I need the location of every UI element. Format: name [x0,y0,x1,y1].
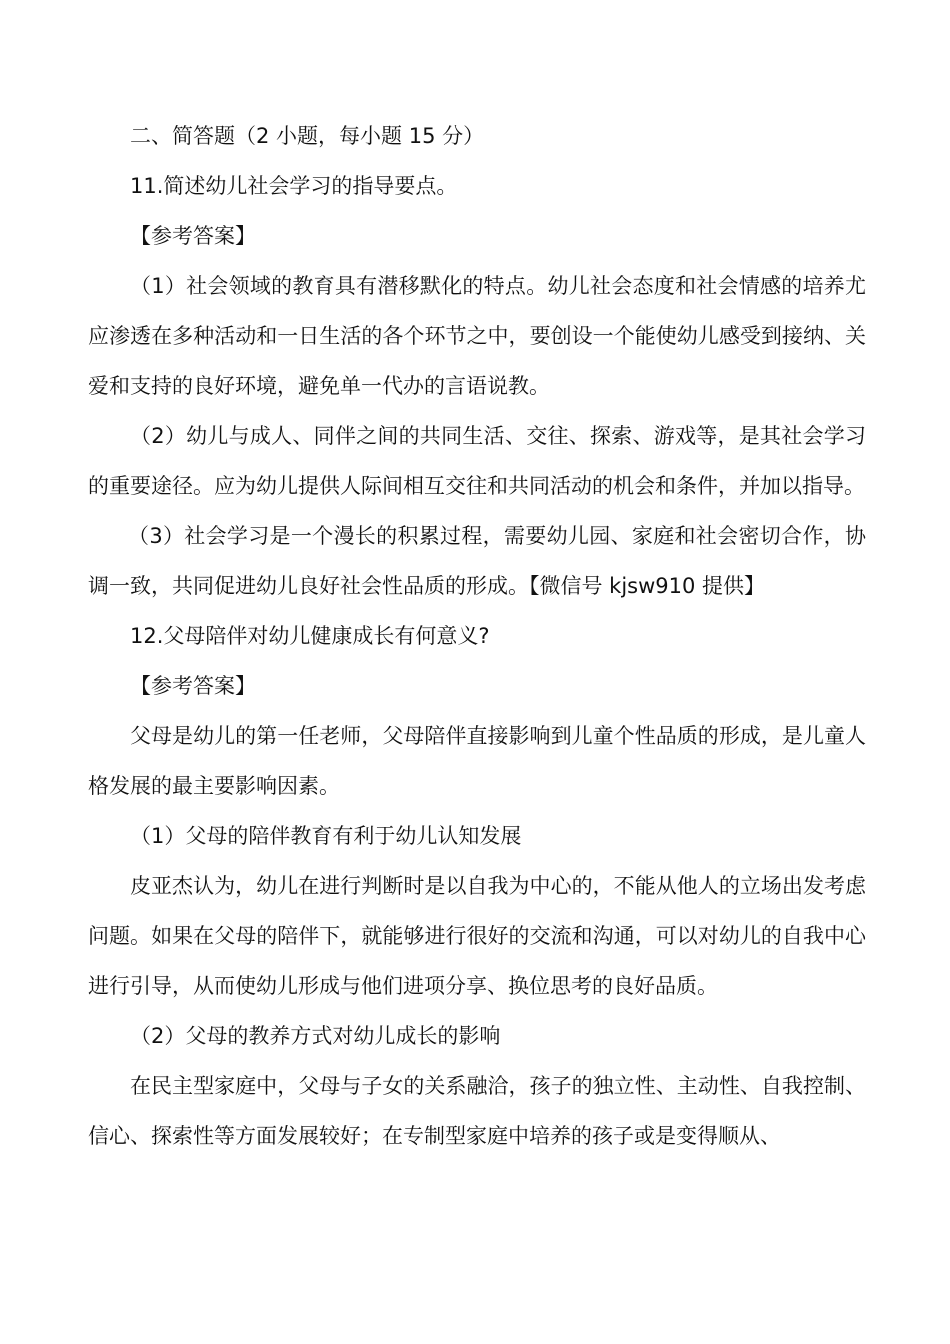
answer-11-point-2: （2）幼儿与成人、同伴之间的共同生活、交往、探索、游戏等，是其社会学习的重要途径。应为幼儿提供人际间相互交往和共同活动的机会和条件，并加以指导。 [88,424,866,498]
question-12: 12.父母陪伴对幼儿健康成长有何意义? [130,624,490,648]
question-11: 11.简述幼儿社会学习的指导要点。 [130,174,458,198]
document-body [88,111,866,1161]
answer-11-point-3: （3）社会学习是一个漫长的积累过程，需要幼儿园、家庭和社会密切合作，协调一致，共同促进幼儿良好社会性品质的形成。【微信号 kjsw910 提供】 [88,524,866,598]
answer-12-sub1-heading: （1）父母的陪伴教育有利于幼儿认知发展 [130,824,522,848]
section-heading: 二、简答题（2 小题，每小题 15 分） [130,124,485,148]
answer-label-11: 【参考答案】 [130,224,256,248]
answer-11-point-1: （1）社会领域的教育具有潜移默化的特点。幼儿社会态度和社会情感的培养尤应渗透在多种活动和一日生活的各个环节之中，要创设一个能使幼儿感受到接纳、关爱和支持的良好环境，避免单一代办的言语说教。 [88,274,866,398]
answer-12-intro: 父母是幼儿的第一任老师，父母陪伴直接影响到儿童个性品质的形成，是儿童人格发展的最主要影响因素。 [88,724,866,798]
answer-12-sub1-body: 皮亚杰认为，幼儿在进行判断时是以自我为中心的，不能从他人的立场出发考虑问题。如果在父母的陪伴下，就能够进行很好的交流和沟通，可以对幼儿的自我中心进行引导，从而使幼儿形成与他们进项分享、换位思考的良好品质。 [88,874,866,998]
answer-label-12: 【参考答案】 [130,674,256,698]
answer-12-sub2-body: 在民主型家庭中，父母与子女的关系融洽，孩子的独立性、主动性、自我控制、信心、探索性等方面发展较好；在专制型家庭中培养的孩子或是变得顺从、 [88,1074,866,1148]
answer-12-sub2-heading: （2）父母的教养方式对幼儿成长的影响 [130,1024,501,1048]
